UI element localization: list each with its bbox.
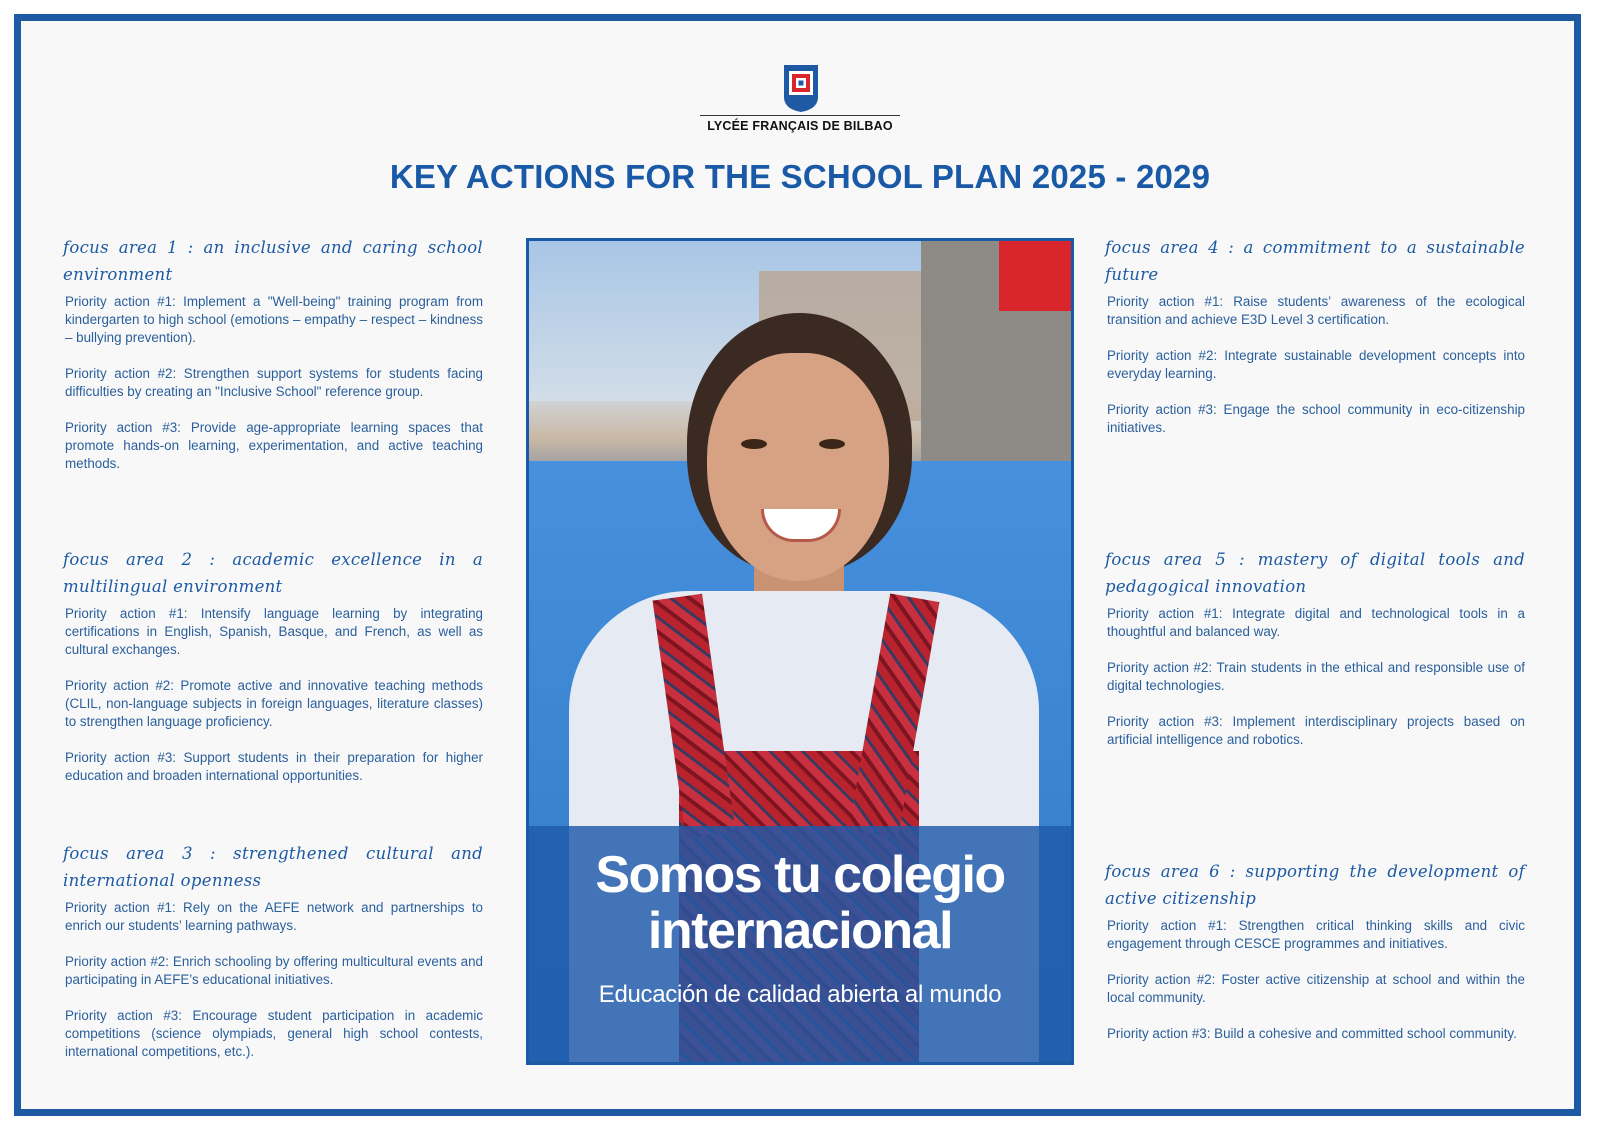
school-logo [700,63,900,135]
logo-text: LYCÉE FRANÇAIS DE BILBAO [707,119,893,133]
priority-action: Priority action #3: Encourage student participation in academic competitions (science olympiads, general high school contests, international competitions, etc.). [65,1008,483,1059]
photo-eye [741,439,767,449]
slogan-line-1: Somos tu colegio [595,846,1005,904]
focus-area-3 [63,840,483,1079]
focus-area-title: focus area 2 : academic excellence in a multilingual environment [63,550,483,596]
logo-rule [700,115,900,116]
priority-action: Priority action #1: Integrate digital and technological tools in a thoughtful and balanced way. [1107,606,1525,639]
slogan-subtitle: Educación de calidad abierta al mundo [598,981,1002,1008]
focus-area-4 [1105,234,1525,455]
photo-eye [819,439,845,449]
photo-sign [999,241,1071,311]
photo-building [921,241,1071,461]
crest-icon [782,63,820,113]
priority-action: Priority action #1: Raise students’ awareness of the ecological transition and achieve E3D Level 3 certification. [1107,294,1525,327]
focus-area-2 [63,546,483,803]
priority-action: Priority action #1: Rely on the AEFE network and partnerships to enrich our students’ learning pathways. [65,900,483,933]
priority-action: Priority action #1: Implement a "Well-being" training program from kindergarten to high school (emotions – empathy – respect – kindness – bullying prevention). [65,294,483,345]
focus-area-1 [63,234,483,491]
priority-action: Priority action #3: Support students in their preparation for higher education and broaden international opportunities. [65,750,483,783]
focus-area-title: focus area 5 : mastery of digital tools and pedagogical innovation [1105,550,1525,596]
priority-action: Priority action #2: Strengthen support systems for students facing difficulties by creating an "Inclusive School" reference group. [65,366,483,399]
focus-area-title: focus area 1 : an inclusive and caring school environment [63,238,483,284]
focus-area-title: focus area 6 : supporting the development of active citizenship [1105,862,1525,908]
priority-action: Priority action #3: Engage the school community in eco-citizenship initiatives. [1107,402,1525,435]
priority-action: Priority action #3: Build a cohesive and committed school community. [1107,1026,1517,1041]
focus-area-5 [1105,546,1525,767]
priority-action: Priority action #2: Train students in the ethical and responsible use of digital technologies. [1107,660,1525,693]
priority-action: Priority action #2: Integrate sustainable development concepts into everyday learning. [1107,348,1525,381]
slogan-line-2: internacional [647,902,953,960]
priority-action: Priority action #2: Foster active citizenship at school and within the local community. [1107,972,1525,1005]
priority-action: Priority action #3: Provide age-appropriate learning spaces that promote hands-on learning, experimentation, and active teaching methods. [65,420,483,471]
priority-action: Priority action #2: Enrich schooling by offering multicultural events and participating in AEFE’s educational initiatives. [65,954,483,987]
student-photo [526,238,1074,1065]
page-title: KEY ACTIONS FOR THE SCHOOL PLAN 2025 - 2029 [389,158,1211,195]
focus-area-6 [1105,858,1525,1061]
priority-action: Priority action #1: Strengthen critical thinking skills and civic engagement through CESCE programmes and initiatives. [1107,918,1525,951]
priority-action: Priority action #1: Intensify language learning by integrating certifications in English, Spanish, Basque, and French, as well as cultural exchanges. [65,606,483,657]
focus-area-title: focus area 3 : strengthened cultural and international openness [63,844,483,890]
priority-action: Priority action #3: Implement interdisciplinary projects based on artificial intelligence and robotics. [1107,714,1525,747]
priority-action: Priority action #2: Promote active and innovative teaching methods (CLIL, non-language subjects in foreign languages, literature classes) to strengthen language proficiency. [65,678,483,729]
photo-face [707,353,889,581]
slogan-heading [529,847,1071,959]
focus-area-title: focus area 4 : a commitment to a sustainable future [1105,238,1525,284]
